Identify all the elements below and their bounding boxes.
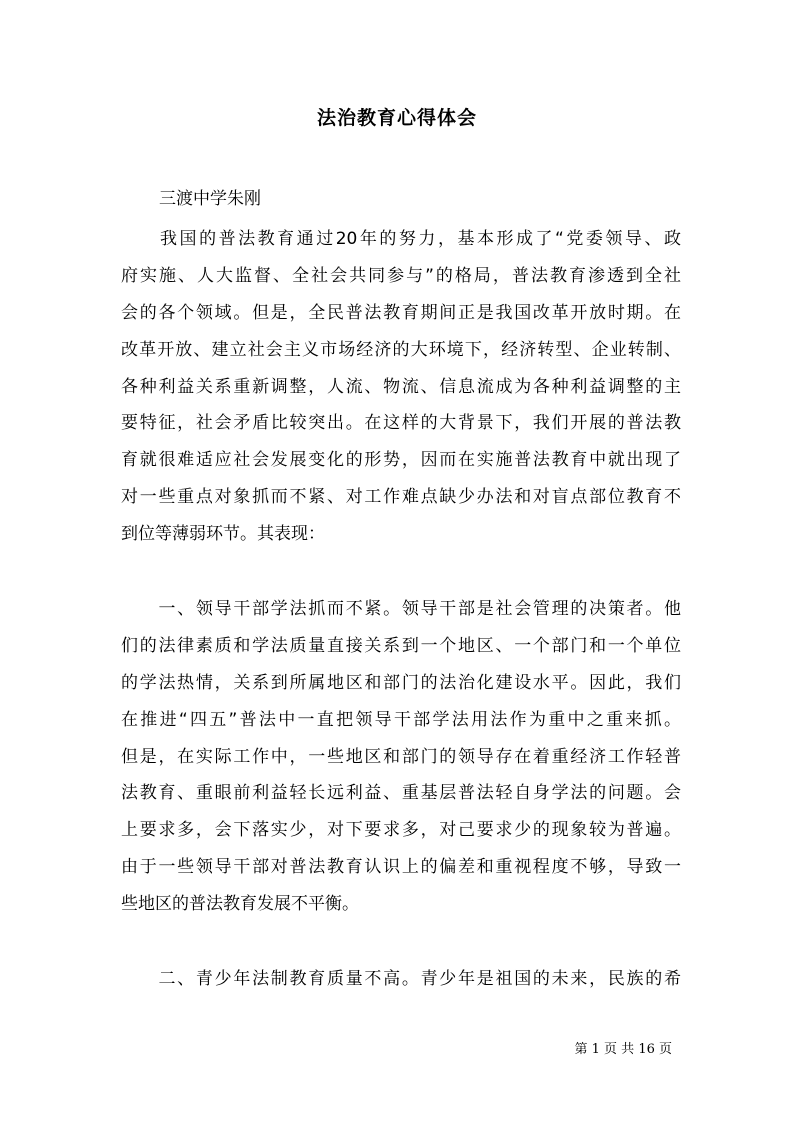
paragraph-youth [121,966,681,1003]
paragraph-leaders [121,596,681,928]
text-line: 些地区的普法教育发展不平衡。 [121,894,359,915]
text-line: 要特征，社会矛盾比较突出。在这样的大背景下，我们开展的普法教 [121,413,681,434]
text-line: 育就很难适应社会发展变化的形势，因而在实施普法教育中就出现了 [121,450,681,471]
text-line: 到位等薄弱环节。其表现： [121,524,325,545]
paragraph-intro [121,226,681,558]
document-title: 法治教育心得体会 [316,107,477,129]
text-line: 各种利益关系重新调整，人流、物流、信息流成为各种利益调整的主 [121,376,681,397]
text-line: 改革开放、建立社会主义市场经济的大环境下，经济转型、企业转制、 [121,339,681,360]
text-line: 但是，在实际工作中，一些地区和部门的领导存在着重经济工作轻普 [121,746,681,767]
text-line: 由于一些领导干部对普法教育认识上的偏差和重视程度不够，导致一 [121,857,681,878]
text-line: 们的法律素质和学法质量直接关系到一个地区、一个部门和一个单位 [121,635,681,656]
page-number: 第 1 页 共 16 页 [574,1042,672,1057]
text-line: 一、领导干部学法抓而不紧。领导干部是社会管理的决策者。他 [121,599,681,619]
text-line: 的学法热情，关系到所属地区和部门的法治化建设水平。因此，我们 [121,672,681,693]
text-line: 上要求多，会下落实少，对下要求多，对己要求少的现象较为普遍。 [121,820,681,841]
text-line: 我国的普法教育通过20年的努力，基本形成了“党委领导、政 [121,229,681,249]
text-line: 法教育、重眼前利益轻长远利益、重基层普法轻自身学法的问题。会 [121,783,681,804]
text-line: 府实施、人大监督、全社会共同参与”的格局，普法教育渗透到全社 [121,265,681,286]
author-line: 三渡中学朱刚 [159,189,261,209]
text-line: 会的各个领域。但是，全民普法教育期间正是我国改革开放时期。在 [121,302,681,323]
text-line: 在推进“四五”普法中一直把领导干部学法用法作为重中之重来抓。 [121,709,681,730]
text-line: 二、青少年法制教育质量不高。青少年是祖国的未来，民族的希 [121,969,681,989]
text-line: 对一些重点对象抓而不紧、对工作难点缺少办法和对盲点部位教育不 [121,487,681,508]
